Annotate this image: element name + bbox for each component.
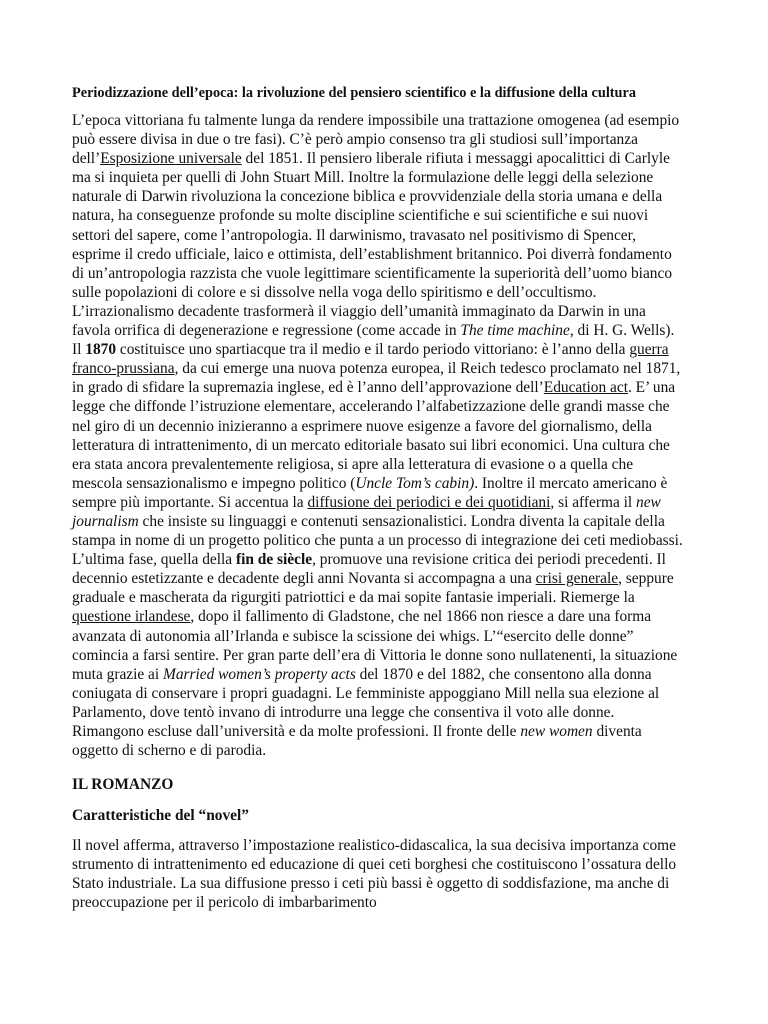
text-run: , seppure graduale e mascherata da rigurgiti patriottici e da mai sopite fantasie imperiali. Riemerge la	[72, 570, 674, 607]
subsection-title-novel: Caratteristiche del “novel”	[72, 807, 249, 825]
section-heading-periodizzazione: Periodizzazione dell’epoca: la rivoluzione del pensiero scientifico e la diffusione della cultura	[72, 85, 636, 101]
text-run: diventa oggetto di scherno e di parodia.	[72, 723, 642, 760]
paragraph-epoca-vittoriana	[72, 111, 684, 550]
link-esposizione-universale[interactable]: Esposizione universale	[100, 150, 242, 168]
document-page	[72, 84, 684, 913]
text-run: , di H. G. Wells). Il	[72, 322, 675, 359]
text-run: , promuove una revisione critica dei periodi precedenti. Il decennio estetizzante e decadente degli anni Novanta si accompagna a una	[72, 551, 666, 588]
paragraph-fin-de-siecle	[72, 550, 684, 760]
term-fin-de-siecle: fin de siècle	[235, 551, 313, 569]
text-run: che insiste su linguaggi e contenuti sensazionalistici. Londra diventa la capitale della stampa in nome di un progetto politico che punta a un processo di integrazione dei ceti mediobassi.	[72, 512, 683, 550]
term-new-women: new women	[520, 723, 593, 740]
term-new-journalism: new journalism	[72, 493, 661, 530]
text-run: L’epoca vittoriana fu talmente lunga da rendere impossibile una trattazione omogenea (ad esempio può essere divisa in due o tre fasi). C’è però ampio consenso tra gli studiosi sull’importanza dell’	[72, 112, 680, 168]
title-the-time-machine: The time machine	[460, 322, 570, 340]
text-run: del 1870 e del 1882, che consentono alla donna coniugata di conservare i propri guadagni. Le femministe appoggiano Mill nella sua elezione al Parlamento, dove tentò invano di introdurre una legge che consentiva il voto alle donne. Rimangono escluse dall’università e da molte professioni. Il fronte delle	[72, 665, 660, 740]
text-run: , si afferma il	[550, 493, 637, 511]
text-run: . E’ una legge che diffonde l’istruzione elementare, accelerando l’alfabetizzazione delle grandi masse che nel giro di un decennio inizieranno a esprimere nuove esigenze a favore del giornalismo, della letteratura di intrattenimento, di un mercato editoriale basato sui libri economici. Una cultura che era stata ancora prevalentemente religiosa, si apre alla letteratura di evasione o a quella che mescola sensazionalismo e impegno politico (	[72, 379, 676, 492]
text-run: . Inoltre il mercato americano è sempre più importante. Si accentua la	[72, 474, 668, 511]
year-1870: 1870	[85, 341, 117, 359]
text-run: costituisce uno spartiacque tra il medio e il tardo periodo vittoriano: è l’anno della	[116, 341, 630, 359]
link-education-act[interactable]: Education act	[543, 379, 628, 397]
link-questione-irlandese[interactable]: questione irlandese	[72, 608, 191, 626]
paragraph-novel: Il novel afferma, attraverso l’impostazione realistico-didascalica, la sua decisiva importanza come strumento di intrattenimento ed educazione di quei ceti borghesi che costituiscono l’ossatura dello Stato industriale. La sua diffusione presso i ceti più bassi è oggetto di soddisfazione, ma anche di preoccupazione per il pericolo di imbarbarimento	[72, 837, 677, 912]
text-run: L’ultima fase, quella della	[72, 551, 236, 569]
text-run: , da cui emerge una nuova potenza europea, il Reich tedesco proclamato nel 1871, in grado di sfidare la supremazia inglese, ed è l’anno dell’approvazione dell’	[72, 360, 681, 397]
link-crisi-generale[interactable]: crisi generale	[535, 570, 619, 588]
link-diffusione-periodici[interactable]: diffusione dei periodici e dei quotidiani	[307, 493, 551, 511]
text-run: , dopo il fallimento di Gladstone, che nel 1866 non riesce a dare una forma avanzata di autonomia all’Irlanda e subisce la scissione dei whigs. L’“esercito delle donne” comincia a farsi sentire. Per gran parte dell’era di Vittoria le donne sono nullatenenti, la situazione muta grazie ai	[72, 608, 678, 683]
title-married-womens-property-acts: Married women’s property acts	[163, 665, 356, 683]
link-guerra-franco-prussiana[interactable]: guerra franco-prussiana	[72, 341, 669, 378]
text-run: del 1851. Il pensiero liberale rifiuta i messaggi apocalittici di Carlyle ma si inquieta per quelli di John Stuart Mill. Inoltre la formulazione delle leggi della selezione naturale di Darwin rivoluziona la concezione biblica e provvidenziale della storia umana e della natura, ha conseguenze profonde su molte discipline scientifiche e sui scientifiche e sui nuovi settori del sapere, come l’antropologia. Il darwinismo, travasato nel positivismo di Spencer, esprime il credo ufficiale, laico e ottimista, dell’establishment britannico. Poi diverrà fondamento di un’antropologia razzista che vuole legittimare scientificamente la superiorità dell’uomo bianco sulle popolazioni di colore e si dissolve nella voga dello spiritismo e dell’occultismo. L’irrazionalismo decadente trasformerà il viaggio dell’umanità immaginato da Darwin in una favola orrifica di degenerazione e regressione (come accade in	[72, 150, 673, 340]
section-title-il-romanzo: IL ROMANZO	[72, 776, 174, 794]
title-uncle-toms-cabin: Uncle Tom’s cabin)	[355, 474, 475, 492]
